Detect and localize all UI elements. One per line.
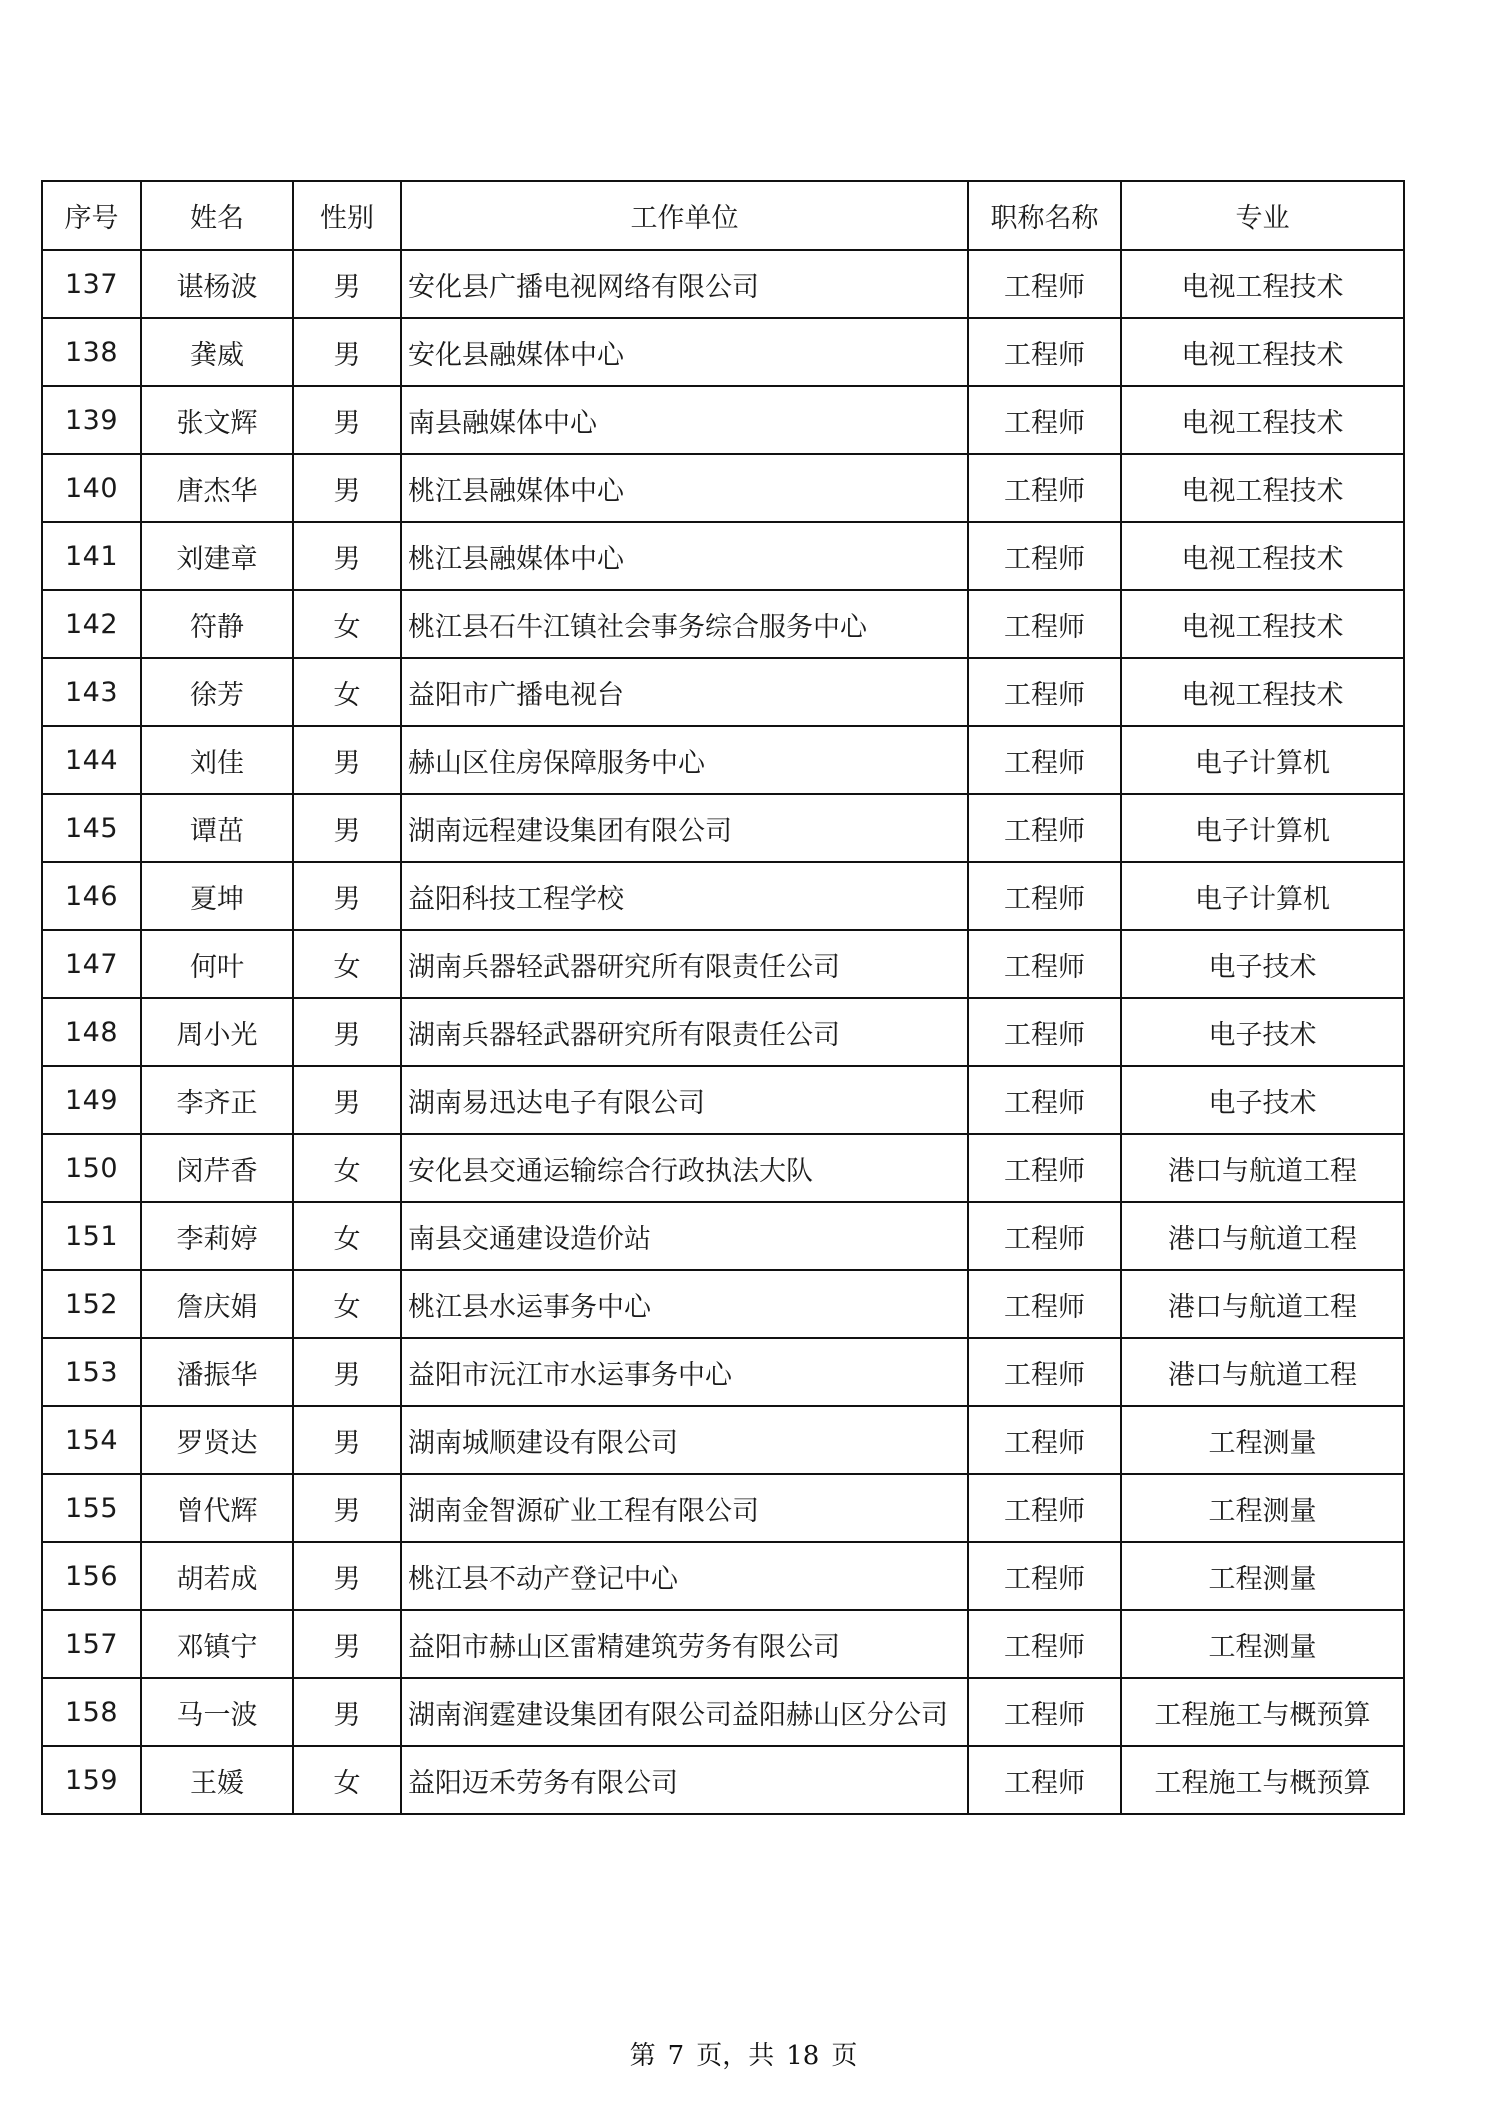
cell-title: 工程师 [968, 1542, 1121, 1610]
cell-unit: 湖南兵器轻武器研究所有限责任公司 [401, 930, 968, 998]
cell-gender: 男 [293, 522, 401, 590]
cell-unit: 赫山区住房保障服务中心 [401, 726, 968, 794]
footer-suffix: 页 [831, 2041, 858, 2071]
cell-unit: 安化县融媒体中心 [401, 318, 968, 386]
cell-name: 张文辉 [141, 386, 293, 454]
cell-unit: 桃江县不动产登记中心 [401, 1542, 968, 1610]
cell-seq: 155 [42, 1474, 141, 1542]
cell-gender: 男 [293, 250, 401, 318]
cell-title: 工程师 [968, 794, 1121, 862]
cell-name: 周小光 [141, 998, 293, 1066]
cell-major: 电视工程技术 [1121, 454, 1404, 522]
cell-major: 电子技术 [1121, 1066, 1404, 1134]
cell-seq: 149 [42, 1066, 141, 1134]
table-header-row [42, 181, 1404, 250]
cell-major: 电子计算机 [1121, 794, 1404, 862]
cell-gender: 女 [293, 590, 401, 658]
cell-unit: 益阳科技工程学校 [401, 862, 968, 930]
cell-major: 工程测量 [1121, 1406, 1404, 1474]
cell-major: 港口与航道工程 [1121, 1270, 1404, 1338]
header-seq: 序号 [42, 181, 141, 250]
cell-unit: 湖南远程建设集团有限公司 [401, 794, 968, 862]
cell-major: 工程测量 [1121, 1610, 1404, 1678]
cell-title: 工程师 [968, 318, 1121, 386]
cell-major: 电子技术 [1121, 930, 1404, 998]
cell-name: 龚威 [141, 318, 293, 386]
cell-seq: 148 [42, 998, 141, 1066]
cell-seq: 156 [42, 1542, 141, 1610]
cell-seq: 142 [42, 590, 141, 658]
table-row [42, 1474, 1404, 1542]
table-row [42, 1066, 1404, 1134]
cell-name: 唐杰华 [141, 454, 293, 522]
cell-gender: 男 [293, 1066, 401, 1134]
cell-gender: 男 [293, 998, 401, 1066]
cell-title: 工程师 [968, 1338, 1121, 1406]
cell-gender: 男 [293, 794, 401, 862]
cell-gender: 男 [293, 1678, 401, 1746]
cell-name: 夏坤 [141, 862, 293, 930]
cell-name: 刘建章 [141, 522, 293, 590]
page-footer [0, 2035, 1487, 2072]
cell-name: 罗贤达 [141, 1406, 293, 1474]
table-row [42, 522, 1404, 590]
footer-prefix: 第 [629, 2041, 656, 2071]
cell-seq: 152 [42, 1270, 141, 1338]
cell-title: 工程师 [968, 386, 1121, 454]
cell-gender: 男 [293, 1338, 401, 1406]
cell-gender: 女 [293, 658, 401, 726]
cell-unit: 桃江县水运事务中心 [401, 1270, 968, 1338]
cell-seq: 138 [42, 318, 141, 386]
cell-name: 刘佳 [141, 726, 293, 794]
cell-name: 闵芹香 [141, 1134, 293, 1202]
header-gender: 性别 [293, 181, 401, 250]
header-unit: 工作单位 [401, 181, 968, 250]
cell-seq: 151 [42, 1202, 141, 1270]
cell-gender: 男 [293, 1610, 401, 1678]
table-row [42, 998, 1404, 1066]
table-row [42, 386, 1404, 454]
cell-name: 李齐正 [141, 1066, 293, 1134]
cell-unit: 湖南易迅达电子有限公司 [401, 1066, 968, 1134]
table-row [42, 590, 1404, 658]
cell-unit: 湖南兵器轻武器研究所有限责任公司 [401, 998, 968, 1066]
cell-gender: 男 [293, 318, 401, 386]
cell-seq: 146 [42, 862, 141, 930]
cell-unit: 安化县广播电视网络有限公司 [401, 250, 968, 318]
cell-major: 电子计算机 [1121, 726, 1404, 794]
cell-title: 工程师 [968, 726, 1121, 794]
cell-gender: 男 [293, 1542, 401, 1610]
cell-unit: 湖南城顺建设有限公司 [401, 1406, 968, 1474]
cell-title: 工程师 [968, 658, 1121, 726]
table-row [42, 862, 1404, 930]
cell-major: 电子计算机 [1121, 862, 1404, 930]
cell-unit: 益阳市沅江市水运事务中心 [401, 1338, 968, 1406]
table-row [42, 1202, 1404, 1270]
header-major: 专业 [1121, 181, 1404, 250]
cell-unit: 湖南金智源矿业工程有限公司 [401, 1474, 968, 1542]
cell-name: 胡若成 [141, 1542, 293, 1610]
cell-title: 工程师 [968, 862, 1121, 930]
cell-major: 港口与航道工程 [1121, 1134, 1404, 1202]
cell-major: 港口与航道工程 [1121, 1202, 1404, 1270]
header-name: 姓名 [141, 181, 293, 250]
cell-unit: 南县融媒体中心 [401, 386, 968, 454]
cell-name: 王媛 [141, 1746, 293, 1814]
cell-major: 电子技术 [1121, 998, 1404, 1066]
cell-unit: 益阳市赫山区雷精建筑劳务有限公司 [401, 1610, 968, 1678]
cell-name: 符静 [141, 590, 293, 658]
cell-major: 港口与航道工程 [1121, 1338, 1404, 1406]
cell-seq: 139 [42, 386, 141, 454]
cell-title: 工程师 [968, 1746, 1121, 1814]
cell-name: 马一波 [141, 1678, 293, 1746]
cell-gender: 男 [293, 1474, 401, 1542]
cell-unit: 桃江县融媒体中心 [401, 454, 968, 522]
table-row [42, 726, 1404, 794]
cell-seq: 141 [42, 522, 141, 590]
cell-title: 工程师 [968, 1066, 1121, 1134]
table-body [42, 250, 1404, 1814]
cell-name: 李莉婷 [141, 1202, 293, 1270]
cell-title: 工程师 [968, 1134, 1121, 1202]
footer-current-page: 7 [667, 2041, 685, 2071]
cell-gender: 女 [293, 1270, 401, 1338]
cell-gender: 男 [293, 454, 401, 522]
cell-title: 工程师 [968, 1610, 1121, 1678]
cell-gender: 女 [293, 1746, 401, 1814]
cell-unit: 湖南润霆建设集团有限公司益阳赫山区分公司 [401, 1678, 968, 1746]
cell-title: 工程师 [968, 1678, 1121, 1746]
table-row [42, 658, 1404, 726]
cell-title: 工程师 [968, 1202, 1121, 1270]
cell-title: 工程师 [968, 998, 1121, 1066]
cell-gender: 男 [293, 862, 401, 930]
cell-unit: 益阳迈禾劳务有限公司 [401, 1746, 968, 1814]
cell-unit: 南县交通建设造价站 [401, 1202, 968, 1270]
cell-unit: 桃江县石牛江镇社会事务综合服务中心 [401, 590, 968, 658]
table-row [42, 318, 1404, 386]
cell-gender: 男 [293, 386, 401, 454]
cell-major: 电视工程技术 [1121, 590, 1404, 658]
table-row [42, 1338, 1404, 1406]
table-row [42, 1406, 1404, 1474]
cell-title: 工程师 [968, 930, 1121, 998]
cell-gender: 女 [293, 1134, 401, 1202]
cell-major: 电视工程技术 [1121, 522, 1404, 590]
cell-seq: 150 [42, 1134, 141, 1202]
cell-name: 潘振华 [141, 1338, 293, 1406]
cell-seq: 158 [42, 1678, 141, 1746]
cell-title: 工程师 [968, 1406, 1121, 1474]
cell-gender: 男 [293, 726, 401, 794]
cell-seq: 153 [42, 1338, 141, 1406]
cell-seq: 140 [42, 454, 141, 522]
table-row [42, 1542, 1404, 1610]
cell-name: 詹庆娟 [141, 1270, 293, 1338]
cell-unit: 桃江县融媒体中心 [401, 522, 968, 590]
cell-title: 工程师 [968, 590, 1121, 658]
cell-major: 工程施工与概预算 [1121, 1678, 1404, 1746]
cell-gender: 男 [293, 1406, 401, 1474]
cell-gender: 女 [293, 1202, 401, 1270]
table-row [42, 250, 1404, 318]
cell-seq: 154 [42, 1406, 141, 1474]
table-row [42, 930, 1404, 998]
cell-major: 电视工程技术 [1121, 318, 1404, 386]
cell-major: 工程测量 [1121, 1542, 1404, 1610]
cell-seq: 145 [42, 794, 141, 862]
table-row [42, 1678, 1404, 1746]
cell-name: 邓镇宁 [141, 1610, 293, 1678]
cell-seq: 143 [42, 658, 141, 726]
footer-total-pages: 18 [786, 2041, 820, 2071]
cell-title: 工程师 [968, 522, 1121, 590]
cell-major: 工程测量 [1121, 1474, 1404, 1542]
table-row [42, 1610, 1404, 1678]
cell-major: 电视工程技术 [1121, 658, 1404, 726]
cell-unit: 益阳市广播电视台 [401, 658, 968, 726]
cell-name: 谭茁 [141, 794, 293, 862]
table-row [42, 454, 1404, 522]
cell-title: 工程师 [968, 1474, 1121, 1542]
table-row [42, 794, 1404, 862]
cell-gender: 女 [293, 930, 401, 998]
table-row [42, 1746, 1404, 1814]
cell-major: 电视工程技术 [1121, 250, 1404, 318]
cell-title: 工程师 [968, 1270, 1121, 1338]
footer-middle: 页，共 [696, 2041, 775, 2071]
cell-major: 工程施工与概预算 [1121, 1746, 1404, 1814]
cell-unit: 安化县交通运输综合行政执法大队 [401, 1134, 968, 1202]
cell-seq: 147 [42, 930, 141, 998]
cell-seq: 137 [42, 250, 141, 318]
cell-title: 工程师 [968, 250, 1121, 318]
cell-name: 何叶 [141, 930, 293, 998]
cell-name: 谌杨波 [141, 250, 293, 318]
cell-seq: 157 [42, 1610, 141, 1678]
cell-seq: 159 [42, 1746, 141, 1814]
header-title: 职称名称 [968, 181, 1121, 250]
table-row [42, 1134, 1404, 1202]
cell-major: 电视工程技术 [1121, 386, 1404, 454]
cell-name: 徐芳 [141, 658, 293, 726]
cell-name: 曾代辉 [141, 1474, 293, 1542]
roster-table [41, 180, 1405, 1815]
cell-title: 工程师 [968, 454, 1121, 522]
table-row [42, 1270, 1404, 1338]
cell-seq: 144 [42, 726, 141, 794]
